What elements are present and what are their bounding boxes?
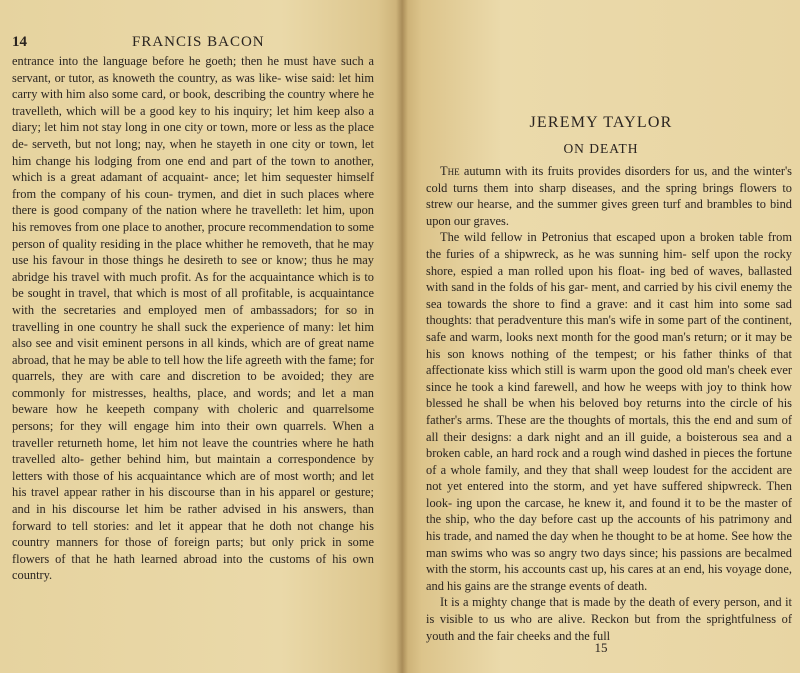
text-line: wind dashed in pieces the fortune of a whole family, and they xyxy=(426,446,792,477)
text-line: with those of his acquaintance which are of most worth; and xyxy=(46,468,358,483)
text-line: and how he weeps with joy to think how blessed he shall be xyxy=(426,379,792,411)
text-line: let his travel appear rather in his discourse than in his apparel xyxy=(12,468,374,500)
text-line: such a servant, or tutor, as knoweth the country, as was like- xyxy=(12,54,374,85)
text-line: The wild fellow in Petronius that escaped upon a broken xyxy=(440,230,735,245)
text-line: or gesture; and in his discourse let him be rather advised xyxy=(12,485,374,517)
text-line: good key to his inquiry; let him keep also a diary; let him not xyxy=(12,103,374,135)
text-line: and employed men of ambassadors; for so in travelling in one xyxy=(12,302,374,334)
running-head-left xyxy=(12,34,372,54)
text-line: the town to another, which is a great adamant of acquaint- xyxy=(12,153,374,185)
text-line: person of quality residing in the place whither he removeth, xyxy=(12,236,312,251)
text-line: when his beloved boy returns into the circle of his father's xyxy=(426,396,792,427)
left-page-text xyxy=(12,53,374,584)
text-line: of the ship, who the day before cast up the accounts of his xyxy=(426,495,792,527)
essay-title: ON DEATH xyxy=(563,141,639,156)
text-line: stay long in one city or town, more or less as the place de- xyxy=(12,120,374,151)
text-line: ing bed of waves, ballasted with sand in the folds of his gar- xyxy=(426,263,792,295)
text-line: ance; let him sequester himself from the company of his coun- xyxy=(12,170,374,201)
text-line: let him not leave the countries where he hath travelled alto- xyxy=(12,435,374,467)
text-line: ment, and carried by his civil enemy the sea towards the shore xyxy=(426,280,792,311)
author-heading: JEREMY TAYLOR xyxy=(529,114,673,131)
text-line: abroad, that he may be able to tell how the life agreeth with xyxy=(12,352,307,367)
text-line: the fame; for quarrels, they are with care and discretion to be xyxy=(12,352,374,384)
text-line: from one place to another, procure recommendation to some xyxy=(74,219,374,234)
text-line: describing the country where he travelleth, which will be a xyxy=(12,87,374,118)
text-line: gether behind him, but maintain a correspondence by letters xyxy=(12,452,374,483)
paragraph-2 xyxy=(426,229,792,594)
text-line: table from the furies of a shipwreck, as he was sunning him- xyxy=(426,230,792,261)
text-line: or it may be his son knows nothing of the tempest; or his xyxy=(426,329,792,361)
text-line: words; and let a man beware how he keepeth company with xyxy=(12,385,374,417)
text-line: self upon the rocky shore, espied a man rolled upon his float- xyxy=(426,246,792,278)
page-number-left: 14 xyxy=(12,34,27,50)
book-gutter xyxy=(396,0,408,673)
right-page-text xyxy=(426,163,792,644)
text-line: It is a mighty change that is made by the death of every xyxy=(440,595,721,610)
text-line: that he may use his favour in those things he desireth to see or xyxy=(12,236,374,268)
text-line: gains are the strange events of death. xyxy=(464,578,648,593)
text-line: to find a grave: and it cast him into some sad thoughts: that xyxy=(426,296,792,328)
text-line: serveth, but not long; nay, when he stayeth in one city or xyxy=(32,136,326,151)
text-line: know; thus he may abridge his travel with much profit. As xyxy=(12,253,374,284)
text-line: the good old man's cheek ever since he took a kind farewell, xyxy=(426,363,792,394)
text-line: brings flowers to strew our hearse, and the summer gives xyxy=(426,180,792,212)
text-line: father thinks of that affectionate kiss which still is warm upon xyxy=(426,346,792,378)
text-line: patrimony and his trade, and named the day when he thought xyxy=(426,512,792,544)
text-line: choleric and quarrelsome persons; for they will engage him xyxy=(12,402,374,434)
text-line: into the storm, and yet have suffered shipwreck. Then look- xyxy=(426,479,793,510)
text-line: and visit eminent persons in all kinds, which are of great name xyxy=(55,336,374,351)
text-line: to be at home. See how the man swims who was so angry xyxy=(426,529,792,560)
text-line: ing upon the carcase, he knew it, and found it to be the master xyxy=(456,495,778,510)
text-line: two days since; his passions are becalmed with the storm, his xyxy=(426,545,792,577)
right-page xyxy=(402,0,800,673)
text-line: avoided; they are commonly for mistresses, healths, place, and xyxy=(12,369,374,400)
text-line: for the acquaintance which is to be sought in travel, that which xyxy=(12,269,374,301)
left-paragraph xyxy=(12,53,374,584)
text-line: entrance into the language before he goeth; then he must have xyxy=(12,54,337,68)
text-line: town, let him change his lodging from one end and part of xyxy=(12,136,374,168)
text-line: wise said: let him carry with him also some card, or book, xyxy=(12,70,374,102)
text-line: the sprightfulness of youth and the fair cheeks and the full xyxy=(426,612,792,643)
paragraph-1 xyxy=(426,163,792,229)
text-line: country he shall suck the experience of many: let him also see xyxy=(12,319,374,351)
text-line: autumn with its fruits provides disorders for us, and the xyxy=(459,164,750,178)
text-line: winter's cold turns them into sharp diseases, and the spring xyxy=(426,164,793,195)
text-line: boisterous sea and a broken cable, an hard rock and a rough xyxy=(426,429,792,461)
text-line: peradventure this man's wife in some part of the continent, xyxy=(497,313,792,328)
text-line: sum of all their designs: a dark night and an ill guide, a xyxy=(426,412,792,444)
text-line: is most of all profitable, is acquaintance with the secretaries xyxy=(12,286,374,317)
text-line: learned abroad into the customs of his own country. xyxy=(12,551,374,583)
text-line: that shall weep loudest for the accident are not yet entered xyxy=(426,462,792,494)
text-line: trymen, and diet in such places where there is good company xyxy=(12,186,374,218)
lead-word: The xyxy=(440,164,460,178)
text-line: green turf and brambles to bind upon our graves. xyxy=(426,197,792,228)
text-line: accounts cast up, his cares at an end, his voyage done, and his xyxy=(426,562,792,593)
text-line: person, and it is visible to us who are alive. Reckon but from xyxy=(426,595,792,627)
text-line: arms. These are the thoughts of mortals, this the end and xyxy=(465,412,754,427)
paragraph-3 xyxy=(426,594,792,644)
text-line: of the nation where he travelleth: let him, upon his removes xyxy=(12,203,374,234)
text-line: safe and warm, looks next month for the good man's return; xyxy=(426,329,728,344)
text-line: foreign parts; but only prick in some flowers of that he hath xyxy=(12,535,375,566)
text-line: into their own quarrels. When a traveller returneth home, xyxy=(12,419,374,450)
running-head-title: FRANCIS BACON xyxy=(132,34,265,50)
page-number-right: 15 xyxy=(594,640,608,655)
text-line: that he doth not change his country manners for those of xyxy=(12,518,374,550)
text-line: in his answers, than forward to tell stories: and let it appear xyxy=(12,502,374,533)
